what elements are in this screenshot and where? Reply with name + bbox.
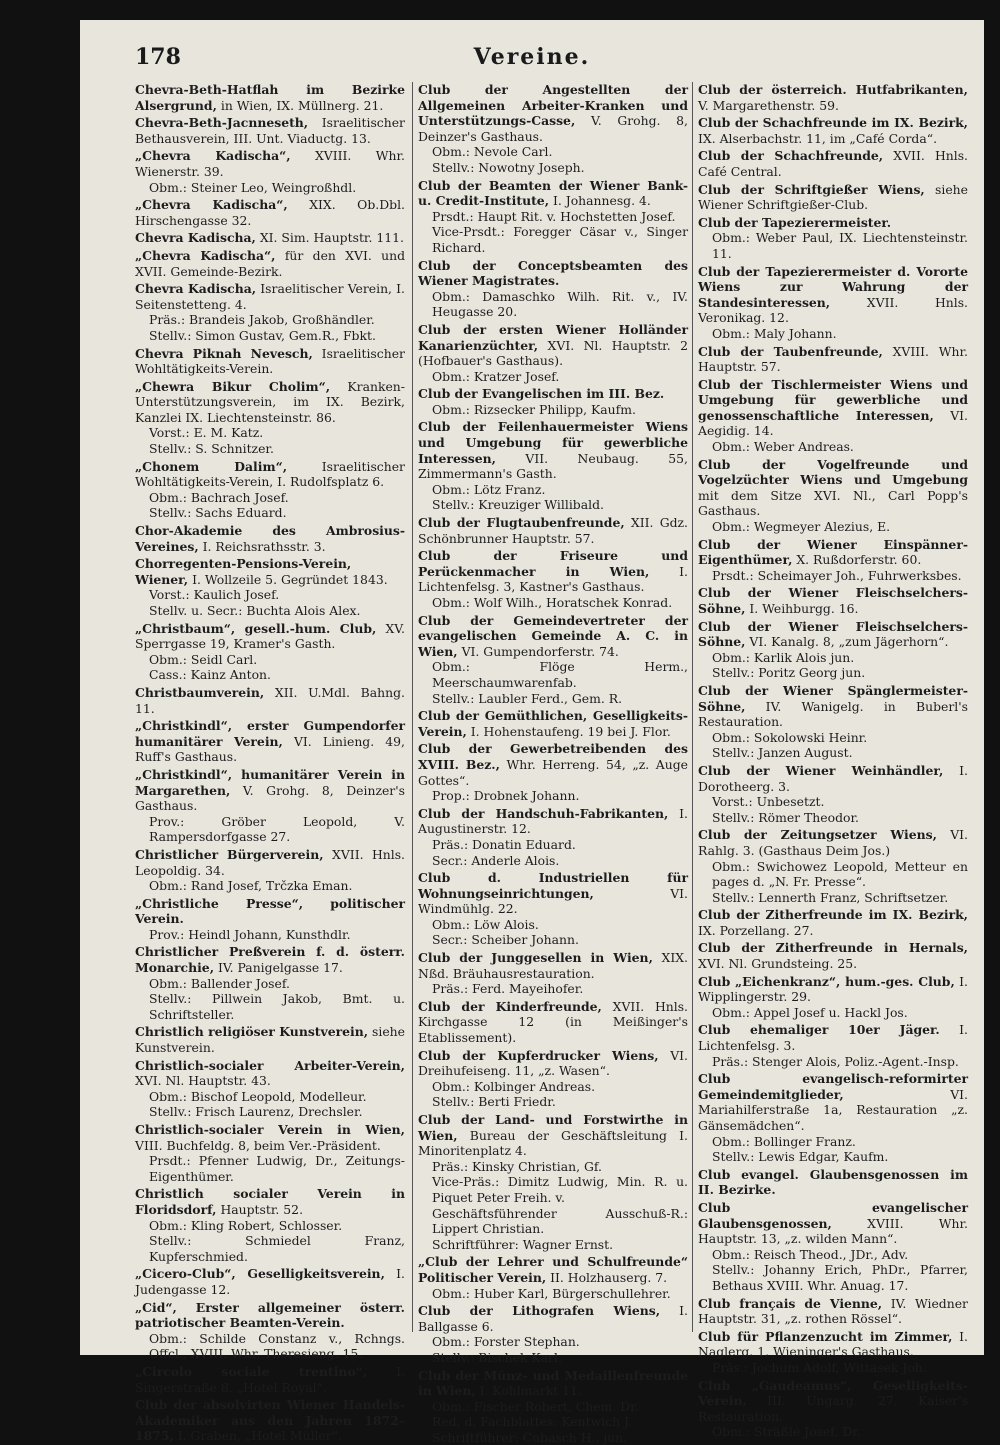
directory-entry [135,1397,405,1444]
entry-name: „Chevra Kadischa“, [135,248,276,263]
directory-entry [135,767,405,845]
directory-entry [698,763,968,825]
entry-name: Club der ersten Wiener Holländer Kanarienzüchter, [418,322,688,353]
entry-name: Club der Angestellten der Allgemeinen Arbeiter-Kranken und Unterstützungs-Casse, [418,82,688,128]
entry-officer: Stellv.: Lewis Edgar, Kaufm. [698,1149,968,1165]
entry-name: Club der österreich. Hutfabrikanten, [698,82,968,97]
entry-address: IX. Alserbachstr. 11, im „Café Corda“. [698,131,937,146]
entry-name: Club der Wiener Fleischselchers-Söhne, [698,585,968,616]
directory-entry [698,537,968,584]
entry-name: „Club der Lehrer und Schulfreunde“ Politischer Verein, [418,1254,688,1285]
entry-officer: Prsdt.: Pfenner Ludwig, Dr., Zeitungs-Eigenthümer. [135,1153,405,1184]
entry-officer: Obm.: Reisch Theod., JDr., Adv. [698,1247,968,1263]
entry-officer: Obm.: Steiner Leo, Weingroßhdl. [135,180,405,196]
entry-name: Club evangel. Glaubensgenossen im II. Bezirke. [698,1167,968,1198]
directory-entry [698,683,968,761]
entry-officer: Präs.: Donatin Eduard. [418,837,688,853]
entry-name: Club für Pflanzenzucht im Zimmer, [698,1329,952,1344]
entry-address: VI. Gumpendorferstr. 74. [462,644,619,659]
entry-officer: Stellv.: Frisch Laurenz, Drechsler. [135,1104,405,1120]
entry-address: für den XVI. und XVII. Gemeinde-Bezirk. [135,248,405,279]
directory-entry [135,1300,405,1362]
directory-entry [418,999,688,1046]
entry-name: Club d. Industriellen für Wohnungseinrichtungen, [418,870,688,901]
directory-entry [418,258,688,320]
directory-entry [418,708,688,739]
entry-name: Christlicher Preßverein f. d. österr. Monarchie, [135,944,405,975]
entry-officer: Präs.: Jochum Adolf, Wittasek Joh. [698,1360,968,1376]
entry-officer: Cass.: Kainz Anton. [135,667,405,683]
entry-officer: Stellv.: Berti Friedr. [418,1094,688,1110]
directory-entry [135,944,405,1022]
entry-address: IV. Wiedner Hauptstr. 31, „z. rothen Rössel“. [698,1296,968,1327]
entry-address: Israelitischer Bethausverein, III. Unt. Viaductg. 13. [135,115,405,146]
entry-address: in Wien, IX. Müllnerg. 21. [221,98,384,113]
entry-name: Club der Schachfreunde, [698,148,883,163]
directory-entry [698,215,968,262]
entry-name: Club der Zitherfreunde im IX. Bezirk, [698,907,968,922]
directory-entry [418,1254,688,1301]
entry-address: I. Weihburgg. 16. [749,601,858,616]
entry-address: XII. Gdz. Schönbrunner Hauptstr. 57. [418,515,688,546]
entry-address: siehe Wiener Schriftgießer-Club. [698,182,968,213]
directory-entry [418,1048,688,1110]
entry-name: Club der Münz- und Medaillenfreunde in Wien, [418,1368,688,1399]
entry-address: I. Ballgasse 6. [418,1303,688,1334]
entry-officer: Obm.: Rizsecker Philipp, Kaufm. [418,402,688,418]
entry-name: Christlich religiöser Kunstverein, [135,1024,368,1039]
entry-address: I. Hohenstaufeng. 19 bei J. Flor. [471,724,671,739]
entry-officer: Obm.: Wolf Wilh., Horatschek Konrad. [418,595,688,611]
entry-name: Club der absolvirten Wiener Handels-Akademiker aus den Jahren 1872–1875, [135,1397,405,1443]
directory-entry [135,230,405,246]
entry-name: Christlich-socialer Arbeiter-Verein, [135,1058,405,1073]
entry-name: Chevra-Beth-Hatflah im Bezirke Alsergrund, [135,82,405,113]
entry-address: I. Wollzeile 5. Gegründet 1843. [192,572,388,587]
directory-page [80,20,984,1355]
entry-name: Club der Taubenfreunde, [698,344,883,359]
directory-entry [698,1167,968,1198]
directory-entry [135,197,405,228]
directory-entry [698,1071,968,1165]
entry-name: Club der Wiener Fleischselchers-Söhne, [698,619,968,650]
directory-entry [418,806,688,868]
entry-officer: Obm.: Schilde Constanz v., Rchngs. Offcl., XVIII. Whr. Theresieng. 15. [135,1331,405,1362]
directory-entry [698,907,968,938]
entry-address: X. Rußdorferstr. 60. [796,552,921,567]
entry-name: Club der Wiener Weinhändler, [698,763,943,778]
entry-address: I. Lichtenfelsg. 3, Kastner's Gasthaus. [418,564,688,595]
entry-officer: Secr.: Scheiber Johann. [418,932,688,948]
entry-address: Israelitischer Wohltätigkeits-Verein. [135,346,405,377]
directory-entry [418,741,688,803]
entry-address: XVIII. Whr. Wienerstr. 39. [135,148,405,179]
entry-name: Club der Gewerbetreibenden des XVIII. Bez., [418,741,688,772]
entry-officer: Stellv.: Schmiedel Franz, Kupferschmied. [135,1233,405,1264]
entry-officer: Obm.: Karlik Alois jun. [698,650,968,666]
entry-name: Christbaumverein, [135,685,264,700]
entry-officer: Obm.: Damaschko Wilh. Rit. v., IV. Heugasse 20. [418,289,688,320]
entry-name: Club der Tapezierermeister. [698,215,891,230]
entry-name: Club der Beamten der Wiener Bank- u. Credit-Institute, [418,178,688,209]
entry-name: Club ehemaliger 10er Jäger. [698,1022,940,1037]
entry-officer: Prov.: Heindl Johann, Kunsthdlr. [135,927,405,943]
entry-address: XIX. Ob.Dbl. Hirschengasse 32. [135,197,405,228]
entry-name: Club „Gaudeamus“, Geselligkeits-Verein, [698,1378,968,1409]
directory-entry [135,281,405,343]
directory-entry [698,377,968,455]
directory-entry [418,548,688,610]
entry-officer: Vorst.: Kaulich Josef. [135,587,405,603]
entry-officer: Obm.: Huber Karl, Bürgerschullehrer. [418,1286,688,1302]
entry-address: I. Kohlmarkt 11. [480,1383,582,1398]
entry-name: „Christbaum“, gesell.-hum. Club, [135,621,376,636]
entry-address: siehe Kunstverein. [135,1024,405,1055]
column-rule [692,82,693,1332]
directory-entry [418,1303,688,1365]
directory-entry [418,613,688,707]
entry-officer: Obm.: Sokolowski Heinr. [698,730,968,746]
directory-entry [698,1200,968,1294]
directory-entry [135,718,405,765]
directory-entry [698,619,968,681]
directory-entry [135,1364,405,1395]
directory-entry [418,178,688,256]
entry-name: Club der Zitherfreunde in Hernals, [698,940,968,955]
entry-officer: Stellv.: Lennerth Franz, Schriftsetzer. [698,890,968,906]
entry-name: Club der Tischlermeister Wiens und Umgebung für gewerbliche und genossenschaftliche Interessen, [698,377,968,423]
entry-address: Kranken-Unterstützungsverein, im IX. Bezirk, Kanzlei IX. Liechtensteinstr. 86. [135,379,405,425]
directory-entry [698,940,968,971]
entry-officer: Stellv.: Laubler Ferd., Gem. R. [418,691,688,707]
entry-name: „Christkindl“, erster Gumpendorfer humanitärer Verein, [135,718,405,749]
entry-officer: Geschäftsführender Ausschuß-R.: Lippert Christian. [418,1206,688,1237]
directory-entry [135,685,405,716]
running-title: Vereine. [80,44,984,70]
entry-address: XVII. Hnls. Café Central. [698,148,968,179]
directory-entry [698,827,968,905]
entry-officer: Obm.: Appel Josef u. Hackl Jos. [698,1005,968,1021]
entry-officer: Prov.: Gröber Leopold, V. Rampersdorfgasse 27. [135,814,405,845]
directory-entry [418,419,688,513]
entry-address: I. Judengasse 12. [135,1266,405,1297]
entry-address: VI. Mariahilferstraße 1a, Restauration „z. Gänsemädchen“. [698,1087,968,1133]
entry-name: „Cid“, Erster allgemeiner österr. patriotischer Beamten-Verein. [135,1300,405,1331]
entry-name: Club der Flugtaubenfreunde, [418,515,625,530]
entry-officer: Obm.: Nevole Carl. [418,144,688,160]
entry-name: Club evangelischer Glaubensgenossen, [698,1200,968,1231]
entry-address: XVII. Hnls. Leopoldig. 34. [135,847,405,878]
entry-name: Club der Kinderfreunde, [418,999,602,1014]
entry-name: Chorregenten-Pensions-Verein, Wiener, [135,556,351,587]
entry-officer: Stellv.: Bischek Karl. [418,1350,688,1366]
directory-entry [135,523,405,554]
directory-entry [698,974,968,1021]
directory-entry [135,1186,405,1264]
entry-officer: Obm.: Weber Paul, IX. Liechtensteinstr. 11. [698,230,968,261]
column-right [698,82,968,1342]
directory-entry [698,264,968,342]
entry-officer: Obm.: Weber Andreas. [698,439,968,455]
entry-officer: Prsdt.: Scheimayer Joh., Fuhrwerksbes. [698,568,968,584]
entry-name: „Christliche Presse“, politischer Verein. [135,896,405,927]
directory-entry [418,322,688,384]
entry-name: „Cicero-Club“, Geselligkeitsverein, [135,1266,385,1281]
entry-name: Club der Zeitungsetzer Wiens, [698,827,937,842]
entry-officer: Obm.: Flöge Herm., Meerschaumwarenfab. [418,659,688,690]
entry-name: Club der Handschuh-Fabrikanten, [418,806,668,821]
entry-address: Israelitischer Verein, I. Seitenstetteng. 4. [135,281,405,312]
entry-address: XVIII. Whr. Hauptstr. 13, „z. wilden Mann“. [698,1216,968,1247]
entry-name: Club der Lithografen Wiens, [418,1303,660,1318]
entry-address: XIX. Nßd. Bräuhausrestauration. [418,950,688,981]
entry-officer: Obm.: Löw Alois. [418,917,688,933]
entry-address: VI. Windmühlg. 22. [418,886,688,917]
column-left [135,82,405,1342]
entry-address: VI. Aegidig. 14. [698,408,968,439]
column-middle [418,82,688,1342]
entry-address: I. Johannesg. 4. [553,193,651,208]
entry-name: „Chevra Kadischa“, [135,148,291,163]
entry-name: Chor-Akademie des Ambrosius-Vereines, [135,523,405,554]
directory-entry [135,1024,405,1055]
entry-address: I. Naglerg. 1, Wieninger's Gasthaus. [698,1329,968,1360]
entry-address: VI. Linieng. 49, Ruff's Gasthaus. [135,734,405,765]
entry-address: I. Singerstraße 8, „Hotel Royal“. [135,1364,405,1395]
directory-entry [698,82,968,113]
entry-name: Club der Feilenhauermeister Wiens und Umgebung für gewerbliche Interessen, [418,419,688,465]
directory-entry [135,621,405,683]
entry-name: Chevra-Beth-Jacnneseth, [135,115,308,130]
entry-address: I. Graben, „Hotel Müller“. [178,1428,342,1443]
entry-address: V. Grohg. 8, Deinzer's Gasthaus. [418,113,688,144]
entry-officer: Obm.: Rand Josef, Trčzka Eman. [135,878,405,894]
entry-officer: Obm.: Ballender Josef. [135,976,405,992]
directory-entry [135,379,405,457]
entry-address: mit dem Sitze XVI. Nl., Carl Popp's Gasthaus. [698,488,968,519]
entry-officer: Obm.: Kling Robert, Schlosser. [135,1218,405,1234]
entry-name: Club der Schachfreunde im IX. Bezirk, [698,115,968,130]
entry-name: „Chonem Dalim“, [135,459,287,474]
entry-officer: Obm.: Sträßle Josef, Dr. [698,1424,968,1440]
entry-address: Bureau der Geschäftsleitung I. Minoritenplatz 4. [418,1128,688,1159]
entry-name: „Christkindl“, humanitärer Verein in Margarethen, [135,767,405,798]
entry-name: Club der Wiener Einspänner-Eigenthümer, [698,537,968,568]
entry-officer: Präs.: Kinsky Christian, Gf. [418,1159,688,1175]
entry-officer: Prsdt.: Haupt Rit. v. Hochstetten Josef. [418,209,688,225]
entry-address: VIII. Buchfeldg. 8, beim Ver.-Präsident. [135,1138,381,1153]
entry-address: VI. Dreihufeiseng. 11, „z. Wasen“. [418,1048,688,1079]
entry-name: Club der Land- und Forstwirthe in Wien, [418,1112,688,1143]
entry-address: VI. Kanalg. 8, „zum Jägerhorn“. [749,634,948,649]
directory-entry [135,148,405,195]
entry-address: VII. Neubaug. 55, Zimmermann's Gasth. [418,451,688,482]
column-rule [412,82,413,1332]
directory-entry [698,1378,968,1440]
entry-address: XI. Sim. Hauptstr. 111. [260,230,404,245]
entry-name: Club der Wiener Spänglermeister-Söhne, [698,683,968,714]
directory-entry [135,1266,405,1297]
entry-address: Whr. Herreng. 54, „z. Auge Gottes“. [418,757,688,788]
entry-officer: Obm.: Swichowez Leopold, Metteur en pages d. „N. Fr. Presse“. [698,859,968,890]
entry-name: Chevra Kadischa, [135,230,256,245]
entry-officer: Stellv.: Nowotny Joseph. [418,160,688,176]
entry-name: Club der Friseure und Perückenmacher in Wien, [418,548,688,579]
directory-entry [135,115,405,146]
entry-name: Club der Evangelischen im III. Bez. [418,386,664,401]
entry-name: „Chevra Kadischa“, [135,197,288,212]
entry-address: I. Dorotheerg. 3. [698,763,968,794]
entry-officer: Präs.: Stenger Alois, Poliz.-Agent.-Insp. [698,1054,968,1070]
entry-name: „Circolo sociale trentino“, [135,1364,367,1379]
entry-officer: Obm.: Bachrach Josef. [135,490,405,506]
entry-address: IV. Wanigelg. in Buberl's Restauration. [698,699,968,730]
entry-officer: Präs.: Ferd. Mayeihofer. [418,981,688,997]
entry-officer: Vice-Präs.: Dimitz Ludwig, Min. R. u. Piquet Peter Freih. v. [418,1174,688,1205]
entry-address: XII. U.Mdl. Bahng. 11. [135,685,405,716]
entry-officer: Stellv.: Janzen August. [698,745,968,761]
entry-name: Club der Kupferdrucker Wiens, [418,1048,659,1063]
entry-officer: Schriftführer: Wagner Ernst. [418,1237,688,1253]
directory-entry [698,1329,968,1376]
entry-address: I. Reichsrathsstr. 3. [203,539,326,554]
entry-officer: Red. d. Fachblattes: Kentwich J. [418,1414,688,1430]
entry-officer: Obm.: Kolbinger Andreas. [418,1079,688,1095]
directory-entry [418,1112,688,1252]
directory-entry [418,950,688,997]
entry-address: I. Augustinerstr. 12. [418,806,688,837]
entry-address: IX. Porzellang. 27. [698,923,813,938]
directory-entry [698,148,968,179]
entry-officer: Stellv.: Pillwein Jakob, Bmt. u. Schriftsteller. [135,991,405,1022]
entry-name: Chevra Kadischa, [135,281,256,296]
directory-entry [135,896,405,943]
entry-address: VI. Rahlg. 3. (Gasthaus Deim Jos.) [698,827,968,858]
directory-entry [698,1022,968,1069]
directory-entry [135,459,405,521]
entry-name: Club evangelisch-reformirter Gemeindemitglieder, [698,1071,968,1102]
entry-name: Club der Vogelfreunde und Vogelzüchter Wiens und Umgebung [698,457,968,488]
entry-address: XVII. Hnls. Veronikag. 12. [698,295,968,326]
entry-name: Club der Junggesellen in Wien, [418,950,653,965]
entry-officer: Obm.: Bischof Leopold, Modelleur. [135,1089,405,1105]
entry-officer: Obm.: Lötz Franz. [418,482,688,498]
page-number: 178 [135,44,181,70]
directory-entry [698,585,968,616]
entry-officer: Vorst.: E. M. Katz. [135,425,405,441]
entry-officer: Stellv.: Römer Theodor. [698,810,968,826]
page-header [80,44,984,74]
entry-name: Club der Conceptsbeamten des Wiener Magistrates. [418,258,688,289]
entry-address: XVI. Nl. Hauptstr. 2 (Hofbauer's Gasthaus). [418,338,688,369]
directory-entry [698,344,968,375]
entry-address: IV. Panigelgasse 17. [218,960,343,975]
directory-entry [418,386,688,417]
entry-name: Club der Tapezierermeister d. Vororte Wiens zur Wahrung der Standesinteressen, [698,264,968,310]
entry-officer: Vorst.: Unbesetzt. [698,794,968,810]
directory-entry [135,556,405,618]
entry-address: V. Margarethenstr. 59. [698,98,839,113]
entry-officer: Stellv.: Johanny Erich, PhDr., Pfarrer, Bethaus XVIII. Whr. Anuag. 17. [698,1262,968,1293]
entry-address: XVII. Hnls. Kirchgasse 12 (in Meißinger's Etablissement). [418,999,688,1045]
entry-officer: Obm.: Wegmeyer Alezius, E. [698,519,968,535]
entry-officer: Stellv.: Poritz Georg jun. [698,665,968,681]
directory-entry [418,82,688,176]
entry-officer: Stellv.: Sachs Eduard. [135,505,405,521]
entry-address: III. Ungarg. 27, Kaiser's Restauration. [698,1393,968,1424]
entry-officer: Obm.: Forster Stephan. [418,1334,688,1350]
entry-address: XVI. Nl. Grundsteing. 25. [698,956,857,971]
directory-entry [135,82,405,113]
entry-name: Club français de Vienne, [698,1296,882,1311]
entry-name: „Chewra Bikur Cholim“, [135,379,330,394]
entry-officer: Stellv.: Simon Gustav, Gem.R., Fbkt. [135,328,405,344]
directory-entry [135,1122,405,1184]
directory-entry [135,346,405,377]
directory-entry [698,115,968,146]
directory-entry [135,847,405,894]
entry-officer: Obm.: Seidl Carl. [135,652,405,668]
entry-officer: Obm.: Fischer Robert, Chem. Dr. [418,1399,688,1415]
entry-name: Club „Eichenkranz“, hum.-ges. Club, [698,974,955,989]
entry-officer: Obm.: Bollinger Franz. [698,1134,968,1150]
entry-address: XVIII. Whr. Hauptstr. 57. [698,344,968,375]
entry-address: V. Grohg. 8, Deinzer's Gasthaus. [135,783,405,814]
entry-officer: Prop.: Drobnek Johann. [418,788,688,804]
entry-address: XVI. Nl. Hauptstr. 43. [135,1073,271,1088]
entry-officer: Schriftführer: Cubasch H., jun. [418,1430,688,1445]
entry-address: I. Lichtenfelsg. 3. [698,1022,968,1053]
entry-name: Christlich socialer Verein in Floridsdorf, [135,1186,405,1217]
directory-entry [135,1058,405,1120]
entry-name: Christlicher Bürgerverein, [135,847,324,862]
entry-officer: Secr.: Anderle Alois. [418,853,688,869]
entry-officer: Stellv.: Kreuziger Willibald. [418,497,688,513]
entry-address: Hauptstr. 52. [220,1202,303,1217]
directory-entry [418,870,688,948]
entry-officer: Obm.: Maly Johann. [698,326,968,342]
directory-entry [418,1368,688,1445]
entry-officer: Präs.: Brandeis Jakob, Großhändler. [135,312,405,328]
entry-officer: Stellv.: S. Schnitzer. [135,441,405,457]
entry-officer: Vice-Prsdt.: Foregger Cäsar v., Singer Richard. [418,224,688,255]
directory-entry [698,182,968,213]
entry-name: Club der Gemeindevertreter der evangelischen Gemeinde A. C. in Wien, [418,613,688,659]
entry-name: Club der Schriftgießer Wiens, [698,182,925,197]
entry-name: Club der Gemüthlichen, Geselligkeits-Verein, [418,708,688,739]
entry-name: Chevra Piknah Nevesch, [135,346,313,361]
entry-address: II. Holzhauserg. 7. [550,1270,667,1285]
entry-address: Israelitischer Wohltätigkeits-Verein, I. Rudolfsplatz 6. [135,459,405,490]
entry-officer: Stellv. u. Secr.: Buchta Alois Alex. [135,603,405,619]
directory-entry [418,515,688,546]
directory-entry [135,248,405,279]
entry-address: I. Wipplingerstr. 29. [698,974,968,1005]
entry-officer: Obm.: Kratzer Josef. [418,369,688,385]
directory-entry [698,1296,968,1327]
directory-entry [698,457,968,535]
entry-address: XV. Sperrgasse 19, Kramer's Gasth. [135,621,405,652]
entry-name: Christlich-socialer Verein in Wien, [135,1122,405,1137]
